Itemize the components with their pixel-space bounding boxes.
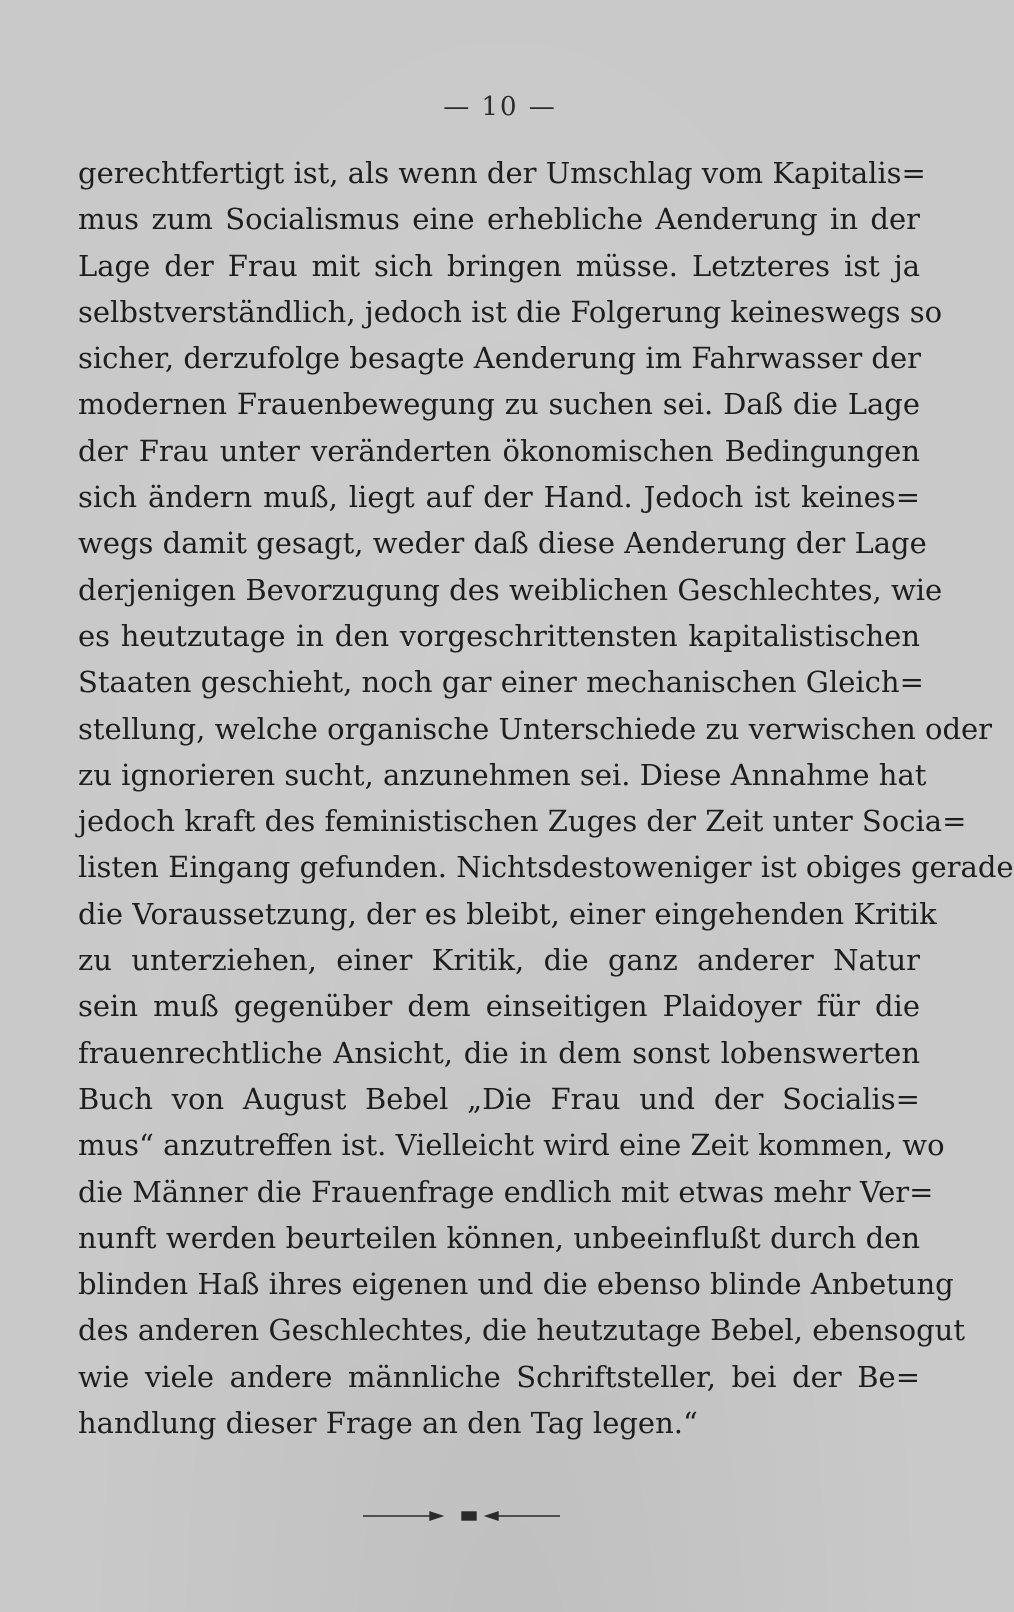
text-line: wie viele andere männliche Schriftsteller, bei der Be= <box>78 1359 920 1394</box>
text-line: zu ignorieren sucht, anzunehmen sei. Diese Annahme hat <box>78 757 927 792</box>
text-line: Lage der Frau mit sich bringen müsse. Letzteres ist ja <box>78 248 920 283</box>
text-line: sein muß gegenüber dem einseitigen Plaidoyer für die <box>78 989 920 1024</box>
text-line: blinden Haß ihres eigenen und die ebenso blinde Anbetung <box>78 1267 954 1302</box>
text-line: des anderen Geschlechtes, die heutzutage Bebel, ebensogut <box>78 1313 966 1348</box>
text-line: wegs damit gesagt, weder daß diese Aenderung der Lage <box>78 526 927 561</box>
text-line: die Voraussetzung, der es bleibt, einer eingehenden Kritik <box>78 896 937 931</box>
text-line: listen Eingang gefunden. Nichtsdestoweniger ist obiges gerade <box>78 850 1014 885</box>
text-line: sicher, derzufolge besagte Aenderung im Fahrwasser der <box>78 341 921 376</box>
text-line: zu unterziehen, einer Kritik, die ganz anderer Natur <box>78 943 920 978</box>
text-line: mus“ anzutreffen ist. Vielleicht wird eine Zeit kommen, wo <box>78 1128 945 1163</box>
text-line: die Männer die Frauenfrage endlich mit etwas mehr Ver= <box>78 1174 934 1209</box>
text-line: gerechtfertigt ist, als wenn der Umschlag vom Kapitalis= <box>78 156 926 190</box>
text-line: stellung, welche organische Unterschiede zu verwischen oder <box>78 711 993 746</box>
text-line: modernen Frauenbewegung zu suchen sei. Daß die Lage <box>78 387 920 422</box>
text-line: der Frau unter veränderten ökonomischen Bedingungen <box>78 433 920 468</box>
text-line: frauenrechtliche Ansicht, die in dem sonst lobenswerten <box>78 1035 920 1070</box>
body-text <box>78 150 1014 1446</box>
section-end-ornament-icon <box>0 1506 1000 1526</box>
text-line: selbstverständlich, jedoch ist die Folgerung keineswegs so <box>78 294 943 329</box>
text-line: sich ändern muß, liegt auf der Hand. Jedoch ist keines= <box>78 480 920 515</box>
text-line: mus zum Socialismus eine erhebliche Aenderung in der <box>78 202 920 237</box>
text-line: Staaten geschieht, noch gar einer mechanischen Gleich= <box>78 665 924 700</box>
page-number: — 10 — <box>443 92 557 122</box>
text-line: Buch von August Bebel „Die Frau und der Socialis= <box>78 1081 920 1116</box>
text-line: nunft werden beurteilen können, unbeeinflußt durch den <box>78 1220 920 1255</box>
text-line: derjenigen Bevorzugung des weiblichen Geschlechtes, wie <box>78 572 943 607</box>
text-line: es heutzutage in den vorgeschrittensten kapitalistischen <box>78 618 920 653</box>
text-line: jedoch kraft des feministischen Zuges der Zeit unter Socia= <box>78 804 967 839</box>
text-line-last: handlung dieser Frage an den Tag legen.“ <box>78 1406 698 1441</box>
